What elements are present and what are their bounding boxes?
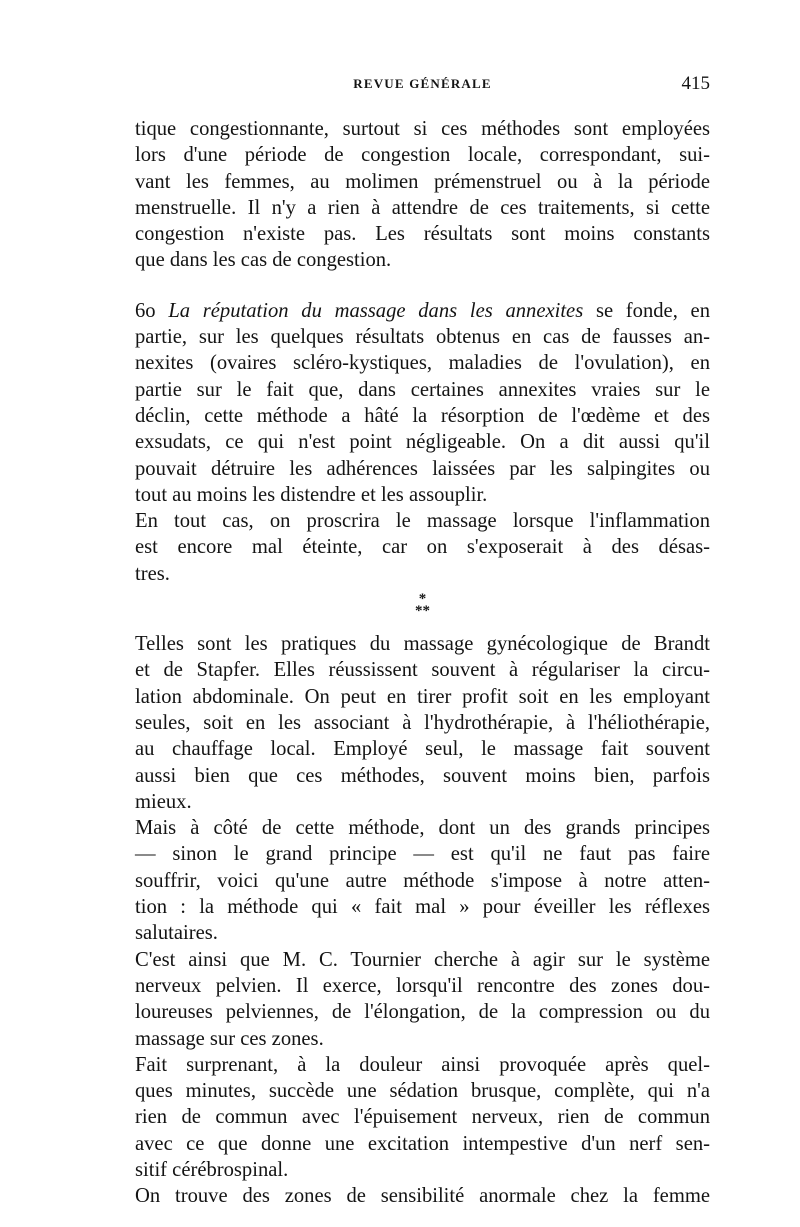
text-block — [135, 116, 710, 1210]
text-line: massage sur ces zones. — [135, 1027, 324, 1050]
item-number: 6o — [135, 299, 156, 322]
text-line: salutaires. — [135, 922, 218, 945]
paragraph-numbered — [135, 298, 710, 508]
paragraph — [135, 815, 710, 946]
text-line: Mais à côté de cette méthode, dont un des grands principes — [135, 817, 710, 840]
text-line: au chauffage local. Employé seul, le massage fait souvent — [135, 738, 710, 761]
text-line: est encore mal éteinte, car on s'exposerait à des désas- — [135, 536, 710, 559]
text-line: On trouve des zones de sensibilité anormale chez la femme — [135, 1185, 710, 1208]
text-line: mieux. — [135, 790, 192, 813]
text-line: C'est ainsi que M. C. Tournier cherche à agir sur le système — [135, 948, 710, 971]
text-line: vant les femmes, au molimen prémenstruel ou à la période — [135, 170, 710, 193]
text-line: et de Stapfer. Elles réussissent souvent à régulariser la circu- — [135, 659, 710, 682]
paragraph — [135, 508, 710, 587]
running-title: REVUE GÉNÉRALE — [353, 76, 492, 91]
text-line: avec ce que donne une excitation intempestive d'un nerf sen- — [135, 1132, 710, 1155]
text-line: menstruelle. Il n'y a rien à attendre de ces traitements, si cette — [135, 196, 710, 219]
running-head — [135, 73, 710, 100]
text-line: Fait surprenant, à la douleur ainsi provoquée après quel- — [135, 1053, 710, 1076]
paragraph — [135, 116, 710, 274]
text-line: loureuses pelviennes, de l'élongation, de la compression ou du — [135, 1001, 710, 1024]
text-line: souffrir, voici qu'une autre méthode s'impose à notre atten- — [135, 869, 710, 892]
italic-lead: La réputation du massage dans les annexites — [168, 299, 584, 322]
text-line — [135, 298, 710, 324]
text-line: partie sur le fait que, dans certaines annexites vraies sur le — [135, 378, 710, 401]
text-line: déclin, cette méthode a hâté la résorption de l'œdème et des — [135, 404, 710, 427]
text-line: tion : la méthode qui « fait mal » pour éveiller les réflexes — [135, 896, 710, 919]
text-line: ques minutes, succède une sédation brusque, complète, qui n'a — [135, 1080, 710, 1103]
paragraph — [135, 1052, 710, 1183]
text-line: congestion n'existe pas. Les résultats sont moins constants — [135, 223, 710, 246]
text-line: sitif cérébrospinal. — [135, 1158, 289, 1181]
page-number: 415 — [681, 73, 710, 94]
text-line: — sinon le grand principe — est qu'il ne faut pas faire — [135, 843, 710, 866]
text-line: nexites (ovaires scléro-kystiques, maladies de l'ovulation), en — [135, 352, 710, 375]
asterism-separator — [135, 591, 710, 620]
text-line: lation abdominale. On peut en tirer profit soit en les employant — [135, 685, 710, 708]
paragraph — [135, 1183, 710, 1209]
text-line: tres. — [135, 562, 170, 585]
text-line: seules, soit en les associant à l'hydrothérapie, à l'héliothérapie, — [135, 711, 710, 734]
text-line: partie, sur les quelques résultats obtenus en cas de fausses an- — [135, 326, 710, 349]
text-line: tique congestionnante, surtout si ces méthodes sont employées — [135, 118, 710, 140]
text-fragment: se fonde, en — [595, 299, 710, 322]
text-line: aussi bien que ces méthodes, souvent moins bien, parfois — [135, 764, 710, 787]
text-line: lors d'une période de congestion locale, correspondant, sui- — [135, 144, 710, 167]
paragraph — [135, 631, 710, 815]
asterism-bottom: ** — [415, 603, 430, 620]
asterism-top: * — [418, 591, 427, 608]
text-line: que dans les cas de congestion. — [135, 249, 392, 272]
text-line: pouvait détruire les adhérences laissées par les salpingites ou — [135, 457, 710, 480]
text-line: nerveux pelvien. Il exerce, lorsqu'il rencontre des zones dou- — [135, 974, 710, 997]
text-line: En tout cas, on proscrira le massage lorsque l'inflammation — [135, 510, 710, 533]
text-line: tout au moins les distendre et les assouplir. — [135, 483, 488, 506]
text-line: exsudats, ce qui n'est point négligeable. On a dit aussi qu'il — [135, 431, 710, 454]
text-line: Telles sont les pratiques du massage gynécologique de Brandt — [135, 633, 710, 656]
paragraph — [135, 947, 710, 1052]
text-line: rien de commun avec l'épuisement nerveux, rien de commun — [135, 1106, 710, 1129]
